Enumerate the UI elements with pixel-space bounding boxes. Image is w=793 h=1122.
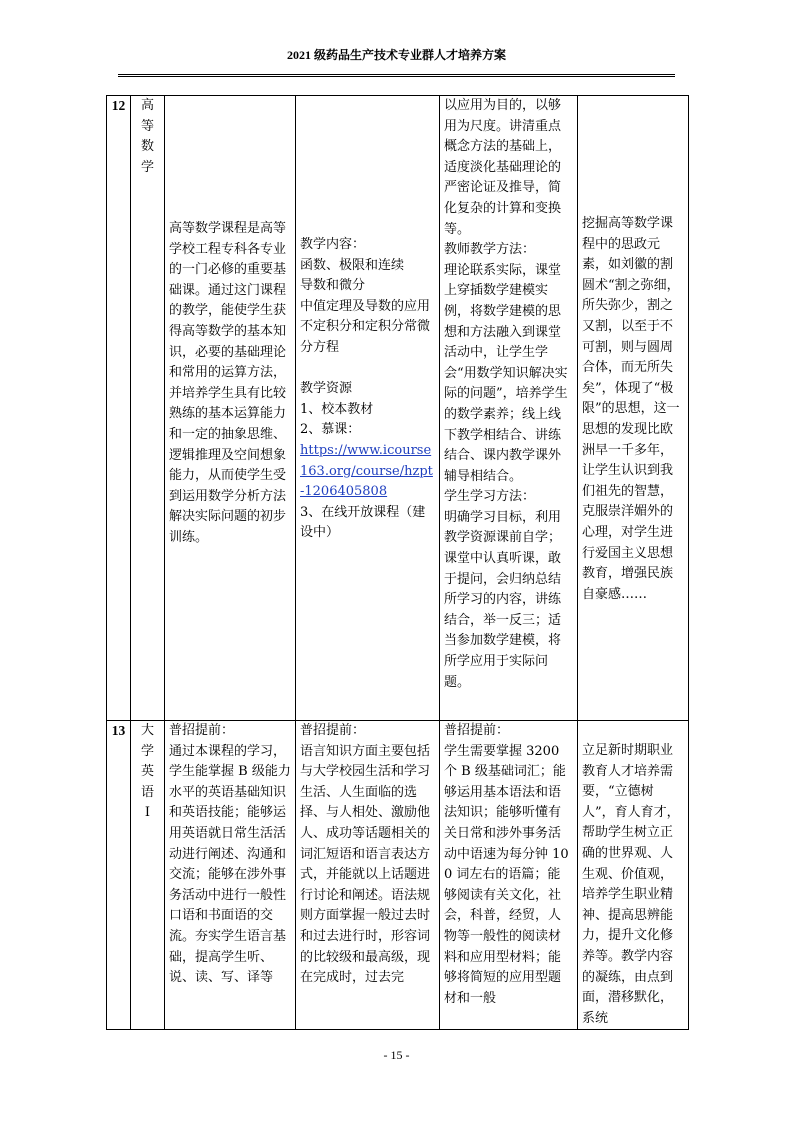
course-name-char: 学 — [140, 159, 154, 175]
course-name-part: 英语 — [140, 764, 154, 800]
content-heading: 普招提前： — [300, 723, 366, 738]
ideology-text: 立足新时期职业教育人才培养需要，“立德树人”，育人育才，帮助学生树立正确的世界观、人生观、价值观，培养学生职业精神、提高思辨能力，提升文化修养等。教学内容的凝练，由点到面，潜移默化，系统 — [582, 743, 680, 1026]
course-name — [131, 96, 165, 721]
student-method-heading: 学生学习方法： — [444, 489, 536, 505]
ideology-cell — [578, 721, 689, 1030]
teacher-method: 理论联系实际，课堂上穿插数学建模实例，将数学建模的思想和方法融入到课堂活动中，让学生学会“用数学知识解决实际的问题”，培养学生的数学素养；线上线下教学相结合、讲练结合、课内教学课外辅导相结合。 — [444, 262, 568, 484]
row-number: 13 — [107, 721, 131, 1030]
resource-item: 1、校本教材 — [300, 401, 374, 417]
ideology-cell — [578, 96, 689, 721]
objective-heading: 普招提前： — [169, 723, 235, 738]
page-number: - 15 - — [383, 1048, 410, 1062]
resources-heading: 教学资源 — [300, 381, 353, 397]
course-name-char: 数 — [140, 139, 154, 155]
course-name-char: 高 — [140, 98, 154, 113]
header-rule — [118, 74, 675, 75]
student-method: 明确学习目标，利用教学资源课前自学；课堂中认真听课，敢于提问，会归纳总结所学习的内容，讲练结合，举一反三；适当参加数学建模，将所学应用于实际问题。 — [444, 509, 562, 690]
course-objective-cell — [165, 96, 296, 721]
content-item: 不定积分和定积分常微分方程 — [300, 319, 431, 355]
resource-item: 3、在线开放课程（建设中） — [300, 504, 426, 541]
ideology-text: 挖掘高等数学课程中的思政元素，如刘徽的割圆术“割之弥细，所失弥少，割之又割，以至于不可割，则与圆周合体，而无所失矣”，体现了“极限”的思想，这一思想的发现比欧洲早一千多年，让学生认识到我们祖先的智慧，克服崇洋媚外的心理，对学生进行爱国主义思想教育，增强民族自豪感…… — [582, 216, 680, 602]
page-header-title: 2021 级药品生产技术专业群人才培养方案 — [286, 48, 506, 62]
course-name-part: 大学 — [140, 723, 154, 759]
teaching-method-cell — [440, 96, 578, 721]
course-objective: 高等数学课程是高等学校工程专科各专业的一门必修的重要基础课。通过这门课程的教学，能使学生获得高等数学的基本知识，必要的基础理论和常用的运算方法，并培养学生具有比较熟练的基本运算能力和一定的抽象思维、逻辑推理及空间想象能力，从而使学生受到运用数学分析方法解决实际问题的初步训练。 — [169, 221, 287, 545]
course-name-char: 等 — [140, 118, 154, 134]
curriculum-table — [106, 95, 689, 1030]
content-item: 导数和微分 — [300, 278, 366, 294]
teaching-method: 学生需要掌握 3200 个 B 级基础词汇；能够运用基本语法和语法知识；能够听懂有关日常和涉外事务活动中语速为每分钟 100 词左右的语篇；能够阅读有关文化，社会，科普，经贸，人物等一般性的阅读材料和应用型材料；能够将简短的应用型题材和一般 — [444, 743, 569, 1006]
teaching-method-cell — [440, 721, 578, 1030]
course-content-cell — [296, 721, 440, 1030]
header-rule-thin — [118, 76, 675, 77]
resource-item: 2、慕课： — [300, 422, 361, 438]
content-item: 函数、极限和连续 — [300, 257, 405, 273]
row-number: 12 — [107, 96, 131, 721]
table-row-12 — [107, 96, 689, 721]
course-content-cell — [296, 96, 440, 721]
course-content: 语言知识方面主要包括与大学校园生活和学习生活、人生面临的选择、与人相处、激励他人、成功等话题相关的词汇短语和语言表达方式，并能就以上话题进行讨论和阐述。语法规则方面掌握一般过去时和过去进行时，形容词的比较级和最高级，现在完成时，过去完 — [300, 743, 431, 986]
method-heading: 普招提前： — [444, 723, 510, 738]
course-name-part: I — [144, 805, 151, 821]
mooc-link[interactable]: https://www.icourse163.org/course/hzpt-1206405808 — [300, 442, 433, 500]
course-name — [131, 721, 165, 1030]
method-intro: 以应用为目的，以够用为尺度。讲清重点概念方法的基础上，适度淡化基础理论的严密论证及推导，简化复杂的计算和变换等。 — [444, 98, 562, 237]
course-objective-cell — [165, 721, 296, 1030]
teacher-method-heading: 教师教学方法： — [444, 242, 536, 258]
content-heading: 教学内容： — [300, 237, 366, 252]
table-row-13 — [107, 721, 689, 1030]
course-objective: 通过本课程的学习，学生能掌握 B 级能力水平的英语基础知识和英语技能；能够运用英语就日常生活活动进行阐述、沟通和交流；能够在涉外事务活动中进行一般性口语和书面语的交流。夯实学生语言基础，提高学生听、说、读、写、译等 — [169, 743, 291, 986]
content-item: 中值定理及导数的应用 — [300, 298, 431, 314]
